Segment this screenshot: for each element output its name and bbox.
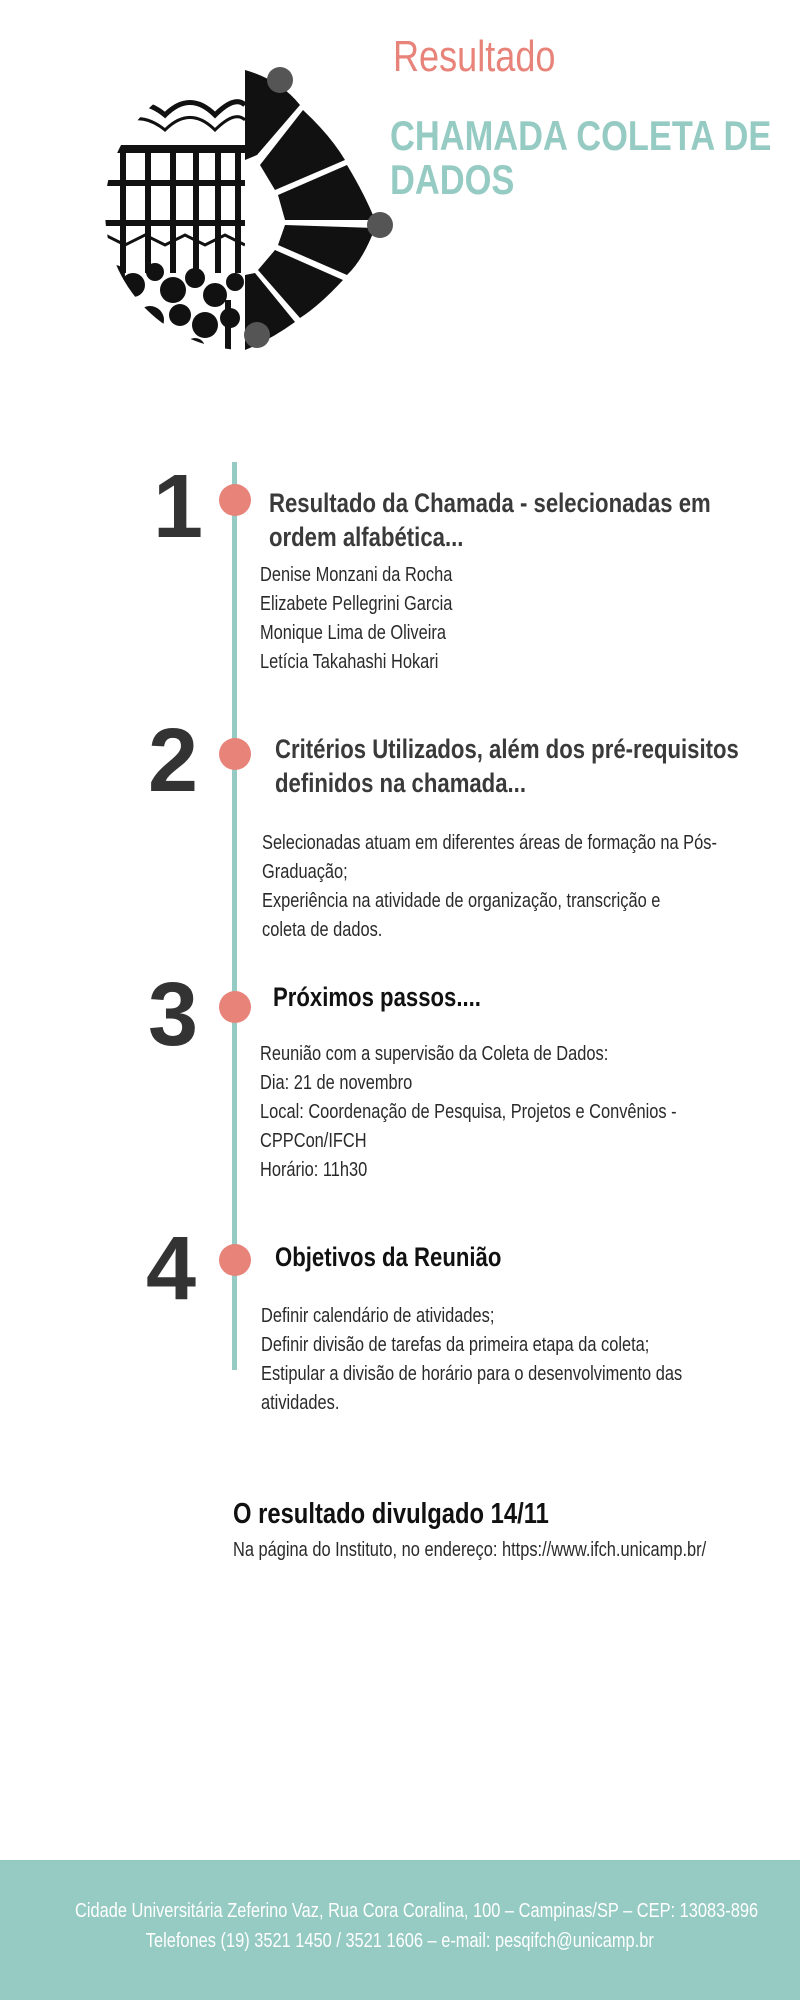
result-title: O resultado divulgado 14/11 [233, 1498, 549, 1530]
next-step-line: Local: Coordenação de Pesquisa, Projetos e Convênios - [260, 1101, 677, 1123]
step-3-dot [219, 991, 251, 1023]
next-step-line: CPPCon/IFCH [260, 1130, 367, 1152]
step-1-title-line: ordem alfabética... [269, 522, 464, 552]
step-4-dot [219, 1244, 251, 1276]
timeline-line [232, 462, 237, 1370]
page-title [390, 114, 771, 202]
step-2-title-line: definidos na chamada... [275, 768, 526, 798]
footer-contact-text: Telefones (19) 3521 1450 / 3521 1606 – e-mail: pesqifch@unicamp.br [145, 1930, 655, 1952]
step-1-dot [219, 484, 251, 516]
objective-line: Definir divisão de tarefas da primeira etapa da coleta; [261, 1334, 650, 1356]
step-2-dot [219, 738, 251, 770]
selected-name: Denise Monzani da Rocha [260, 564, 453, 586]
header-kicker: Resultado [393, 32, 556, 81]
footer-address-text: Cidade Universitária Zeferino Vaz, Rua Cora Coralina, 100 – Campinas/SP – CEP: 13083-896 [74, 1900, 759, 1922]
institution-logo [75, 60, 395, 360]
objective-line: atividades. [261, 1392, 340, 1414]
step-4-number: 4 [146, 1219, 197, 1319]
step-3-body [260, 1040, 677, 1185]
selected-name: Monique Lima de Oliveira [260, 622, 446, 644]
step-3-number: 3 [148, 965, 199, 1065]
criteria-line: Experiência na atividade de organização, transcrição e [262, 890, 661, 912]
objective-line: Definir calendário de atividades; [261, 1305, 495, 1327]
selected-name: Elizabete Pellegrini Garcia [260, 593, 453, 615]
step-1-title-line: Resultado da Chamada - selecionadas em [269, 488, 711, 518]
step-2-number: 2 [148, 711, 199, 811]
next-step-line: Horário: 11h30 [260, 1159, 368, 1181]
selected-name: Letícia Takahashi Hokari [260, 651, 439, 673]
step-2-title-line: Critérios Utilizados, além dos pré-requisitos [275, 734, 739, 764]
step-4-title [275, 1240, 501, 1274]
page-title-line-1: CHAMADA COLETA DE [390, 112, 772, 159]
objective-line: Estipular a divisão de horário para o desenvolvimento das [261, 1363, 683, 1385]
step-2-title [275, 732, 739, 800]
footer-contact [0, 1930, 800, 1953]
criteria-line: Selecionadas atuam em diferentes áreas de formação na Pós- [262, 832, 717, 854]
step-4-title-line: Objetivos da Reunião [275, 1242, 502, 1272]
step-3-title-line: Próximos passos.... [273, 982, 481, 1012]
result-text: Na página do Instituto, no endereço: https://www.ifch.unicamp.br/ [233, 1539, 707, 1561]
step-1-number: 1 [153, 457, 204, 557]
next-step-line: Dia: 21 de novembro [260, 1072, 413, 1094]
step-1-title [269, 486, 711, 554]
next-step-line: Reunião com a supervisão da Coleta de Dados: [260, 1043, 609, 1065]
step-3-title [273, 980, 481, 1014]
step-2-body [262, 829, 717, 945]
criteria-line: Graduação; [262, 861, 348, 883]
step-1-body [260, 561, 452, 677]
page-title-line-2: DADOS [390, 156, 515, 203]
footer-address [0, 1900, 800, 1923]
step-4-body [261, 1302, 682, 1418]
criteria-line: coleta de dados. [262, 919, 383, 941]
